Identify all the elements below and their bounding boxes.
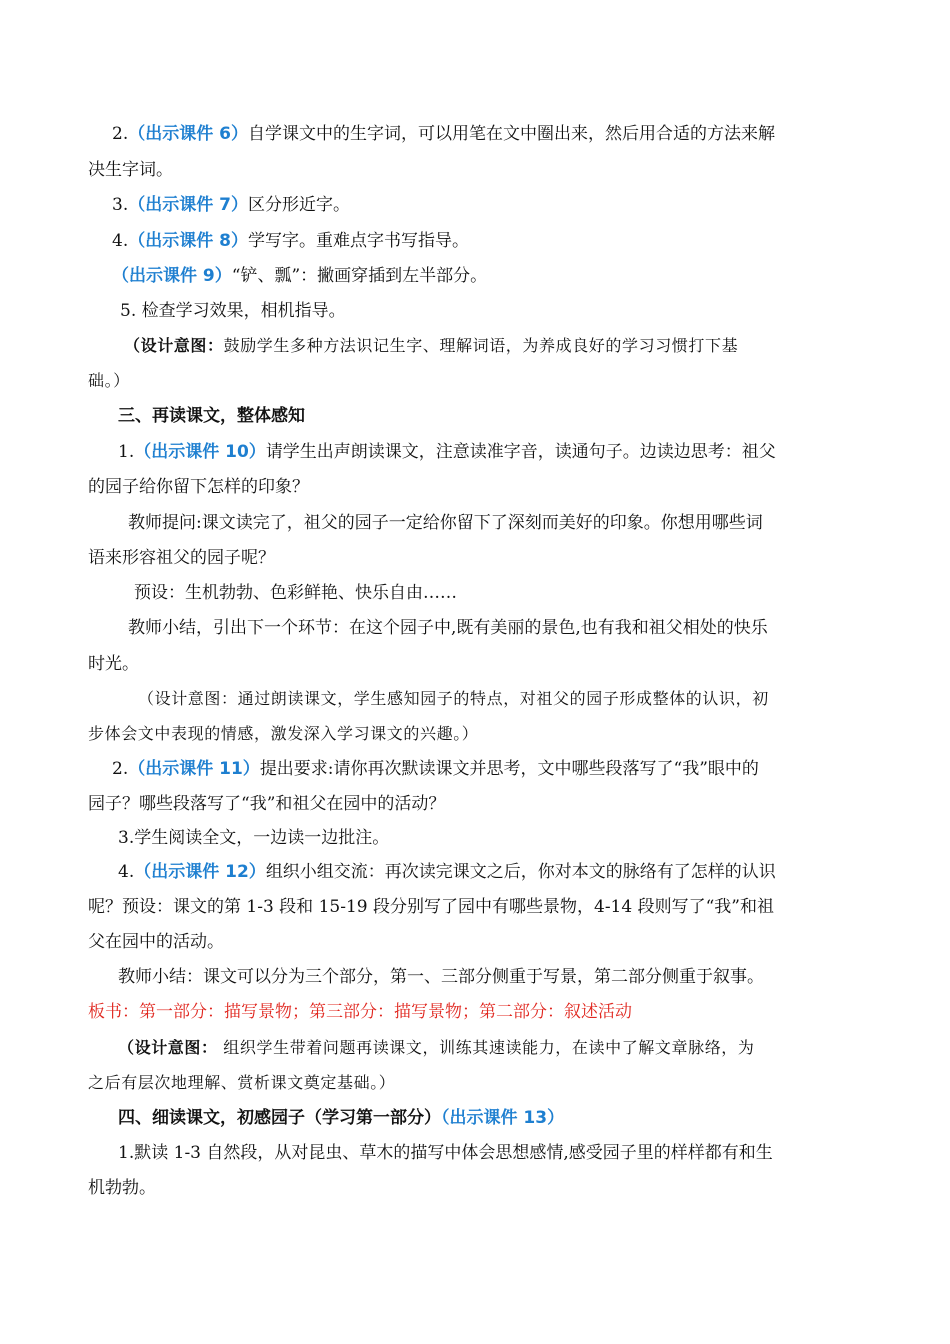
note-label: （设计意图： xyxy=(118,1038,218,1057)
paragraph-text: 教师小结，引出下一个环节：在这个园子中,既有美丽的景色,也有我和祖父相处的快乐 xyxy=(128,618,768,638)
paragraph-line xyxy=(88,477,863,497)
paragraph-text: 园子？哪些段落写了“我”和祖父在园中的活动？ xyxy=(88,794,446,814)
heading-text: 三、再读课文，整体感知 xyxy=(118,406,305,426)
courseware-ref: （出示课件 9） xyxy=(112,266,232,286)
note-text: 组织学生带着问题再读课文，训练其速读能力，在读中了解文章脉络，为 xyxy=(217,1038,755,1057)
item-number: 2. xyxy=(112,124,129,144)
paragraph-text: 教师小结：课文可以分为三个部分，第一、三部分侧重于写景，第二部分侧重于叙事。 xyxy=(118,967,764,987)
paragraph-line xyxy=(128,513,903,533)
note-label: （设计意图： xyxy=(124,336,224,355)
paragraph-line xyxy=(120,301,895,321)
item-number: 3. xyxy=(112,195,129,215)
courseware-ref: （出示课件 11） xyxy=(128,759,260,779)
design-intent-note xyxy=(138,689,913,709)
paragraph-line xyxy=(118,828,893,848)
paragraph-text: 教师提问:课文读完了，祖父的园子一定给你留下了深刻而美好的印象。你想用哪些词 xyxy=(128,513,763,533)
paragraph-text: “铲、瓢”：撇画穿插到左半部分。 xyxy=(231,266,488,286)
paragraph-line xyxy=(128,618,903,638)
courseware-ref: （出示课件 10） xyxy=(134,442,266,462)
courseware-ref: （出示课件 13） xyxy=(441,1108,565,1128)
paragraph-text: 的园子给你留下怎样的印象？ xyxy=(88,477,309,497)
paragraph-text: 呢？预设：课文的第 1-3 段和 15-19 段分别写了园中有哪些景物，4-14 段则写了“我”和祖 xyxy=(88,897,774,917)
item-number: 4. xyxy=(118,862,135,882)
paragraph-line xyxy=(134,583,909,603)
paragraph-text: 组织小组交流：再次读完课文之后，你对本文的脉络有了怎样的认识 xyxy=(265,862,776,882)
design-intent-note xyxy=(88,371,863,391)
note-text: 础。） xyxy=(88,371,130,390)
paragraph-text: 学写字。重难点字书写指导。 xyxy=(247,231,469,251)
paragraph-line xyxy=(88,548,863,568)
section-heading xyxy=(118,406,893,426)
item-number: 4. xyxy=(112,231,129,251)
paragraph-line xyxy=(112,266,887,286)
item-number: 1. xyxy=(118,442,135,462)
paragraph-line xyxy=(112,195,887,215)
design-intent-note xyxy=(88,724,863,744)
paragraph-line xyxy=(118,862,893,882)
paragraph-line xyxy=(88,897,863,917)
design-intent-note xyxy=(124,336,899,356)
courseware-ref: （出示课件 7） xyxy=(128,195,248,215)
item-number: 2. xyxy=(112,759,129,779)
paragraph-text: 5. 检查学习效果，相机指导。 xyxy=(120,301,346,321)
paragraph-text: 1.默读 1-3 自然段，从对昆虫、草木的描写中体会思想感情,感受园子里的样样都有和生 xyxy=(118,1143,773,1163)
paragraph-line xyxy=(118,967,893,987)
heading-text: 四、细读课文，初感园子（学习第一部分） xyxy=(118,1108,441,1128)
paragraph-text: 父在园中的活动。 xyxy=(88,932,224,952)
paragraph-text: 决生字词。 xyxy=(88,160,173,180)
paragraph-line xyxy=(112,231,887,251)
paragraph-line xyxy=(88,794,863,814)
board-text: 板书：第一部分：描写景物；第三部分：描写景物；第二部分：叙述活动 xyxy=(88,1002,632,1022)
paragraph-text: 区分形近字。 xyxy=(247,195,350,215)
paragraph-text: 语来形容祖父的园子呢？ xyxy=(88,548,275,568)
note-text: 步体会文中表现的情感，激发深入学习课文的兴趣。） xyxy=(88,724,479,743)
paragraph-line xyxy=(118,1143,893,1163)
note-text: 鼓励学生多种方法识记生字、理解词语，为养成良好的学习习惯打下基 xyxy=(223,336,739,355)
paragraph-text: 机勃勃。 xyxy=(88,1178,156,1198)
paragraph-line xyxy=(118,442,893,462)
paragraph-text: 请学生出声朗读课文，注意读准字音，读通句子。边读边思考：祖父 xyxy=(265,442,776,462)
paragraph-line xyxy=(88,160,863,180)
section-heading xyxy=(118,1108,893,1128)
note-text: 之后有层次地理解、赏析课文奠定基础。） xyxy=(88,1073,396,1092)
paragraph-line xyxy=(88,654,863,674)
note-text: （设计意图：通过朗读课文，学生感知园子的特点，对祖父的园子形成整体的认识，初 xyxy=(138,689,769,708)
paragraph-line xyxy=(88,932,863,952)
blackboard-summary xyxy=(88,1002,863,1022)
courseware-ref: （出示课件 12） xyxy=(134,862,266,882)
paragraph-line xyxy=(112,759,887,779)
paragraph-text: 预设：生机勃勃、色彩鲜艳、快乐自由…… xyxy=(134,583,457,603)
courseware-ref: （出示课件 6） xyxy=(128,124,248,144)
paragraph-line xyxy=(112,124,887,144)
paragraph-text: 自学课文中的生字词，可以用笔在文中圈出来，然后用合适的方法来解 xyxy=(247,124,775,144)
paragraph-text: 3.学生阅读全文，一边读一边批注。 xyxy=(118,828,390,848)
paragraph-text: 提出要求:请你再次默读课文并思考，文中哪些段落写了“我”眼中的 xyxy=(259,759,759,779)
paragraph-text: 时光。 xyxy=(88,654,139,674)
design-intent-note xyxy=(118,1038,893,1058)
courseware-ref: （出示课件 8） xyxy=(128,231,248,251)
paragraph-line xyxy=(88,1178,863,1198)
design-intent-note xyxy=(88,1073,863,1093)
